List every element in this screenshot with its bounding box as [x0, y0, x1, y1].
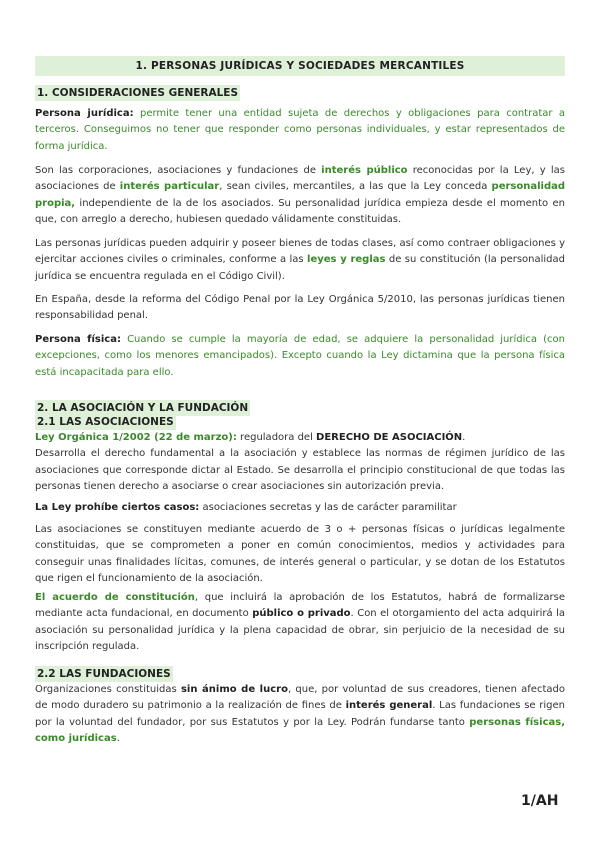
- subsection-heading-fundaciones: 2.2 LAS FUNDACIONES: [37, 668, 171, 680]
- term-ley-organica: Ley Orgánica 1/2002 (22 de marzo):: [35, 432, 237, 443]
- page-number: 1/AH: [521, 793, 559, 809]
- paragraph-acuerdo-constitucion: El acuerdo de constitución, que incluirá la aprobación de los Estatutos, habrá de formalizarse mediante acta fundacional, en documento público o privado. Con el otorgamiento del acta adquirirá la asociación su personalidad jurídica y la plena capacidad de obrar, sin perjuicio de la necesidad de su inscripción regulada.: [35, 592, 566, 653]
- term-ley-prohibe: La Ley prohíbe ciertos casos:: [35, 502, 200, 513]
- subsection-heading-asociaciones: 2.1 LAS ASOCIACIONES: [37, 416, 174, 428]
- paragraph-persona-juridica: Persona jurídica: permite tener una entidad sujeta de derechos y obligaciones para contratar a terceros. Conseguimos no tener que responder como personas individuales, y estar representados de forma jurídica.: [35, 108, 566, 152]
- section-heading-consideraciones: 1. CONSIDERACIONES GENERALES: [37, 87, 239, 99]
- paragraph-fundaciones: Organizaciones constituidas sin ánimo de lucro, que, por voluntad de sus creadores, tienen afectado de modo duradero su patrimonio a la realización de fines de interés general. Las fundaciones se rigen por la voluntad del fundador, por sus Estatutos y por la Ley. Podrán fundarse tanto personas físicas, como jurídicas.: [35, 684, 565, 745]
- paragraph-ley-organica: Ley Orgánica 1/2002 (22 de marzo): reguladora del DERECHO DE ASOCIACIÓN. Desarrolla el derecho fundamental a la asociación y establece las normas de régimen jurídico de las asociaciones que corresponde dictar al Estado. Se desarrolla el principio constitucional de que todas las personas tienen derecho a asociarse o crear asociaciones sin autorización previa.: [35, 432, 565, 493]
- term-acuerdo-constitucion: El acuerdo de constitución: [35, 592, 195, 603]
- paragraph-codigo-penal: En España, desde la reforma del Código Penal por la Ley Orgánica 5/2010, las personas jurídicas tienen responsabilidad penal.: [35, 294, 565, 322]
- paragraph-persona-fisica: Persona física: Cuando se cumple la mayoría de edad, se adquiere la personalidad jurídica (con excepciones, como los menores emancipados). Excepto cuando la Ley dictamina que la persona física está incapacitada para ello.: [35, 334, 565, 378]
- term-persona-fisica: Persona física:: [35, 334, 121, 345]
- paragraph-ley-prohibe: La Ley prohíbe ciertos casos: asociaciones secretas y las de carácter paramilitar: [35, 502, 457, 513]
- title-band: [35, 56, 565, 76]
- paragraph-corporaciones: Son las corporaciones, asociaciones y fundaciones de interés público reconocidas por la Ley, y las asociaciones de interés particular, sean civiles, mercantiles, a las que la Ley conceda personalidad propia, independiente de la de los asociados. Su personalidad jurídica empieza desde el momento en que, con arreglo a derecho, hubiesen quedado válidamente constituidas.: [35, 165, 566, 226]
- page-title: 1. PERSONAS JURÍDICAS Y SOCIEDADES MERCANTILES: [135, 60, 465, 72]
- section-heading-asociacion-fundacion: 2. LA ASOCIACIÓN Y LA FUNDACIÓN: [37, 402, 249, 414]
- term-persona-juridica: Persona jurídica:: [35, 108, 134, 119]
- paragraph-constitucion-asociaciones: Las asociaciones se constituyen mediante acuerdo de 3 o + personas físicas o jurídicas legalmente constituidas, que se comprometen a poner en común conocimientos, medios y actividades para conseguir unas finalidades lícitas, comunes, de interés general o particular, y se dotan de los Estatutos que rigen el funcionamiento de la asociación.: [35, 524, 565, 585]
- paragraph-bienes: Las personas jurídicas pueden adquirir y poseer bienes de todas clases, así como contraer obligaciones y ejercitar acciones civiles o criminales, conforme a las leyes y reglas de su constitución (la personalidad jurídica se encuentra regulada en el Código Civil).: [35, 238, 566, 282]
